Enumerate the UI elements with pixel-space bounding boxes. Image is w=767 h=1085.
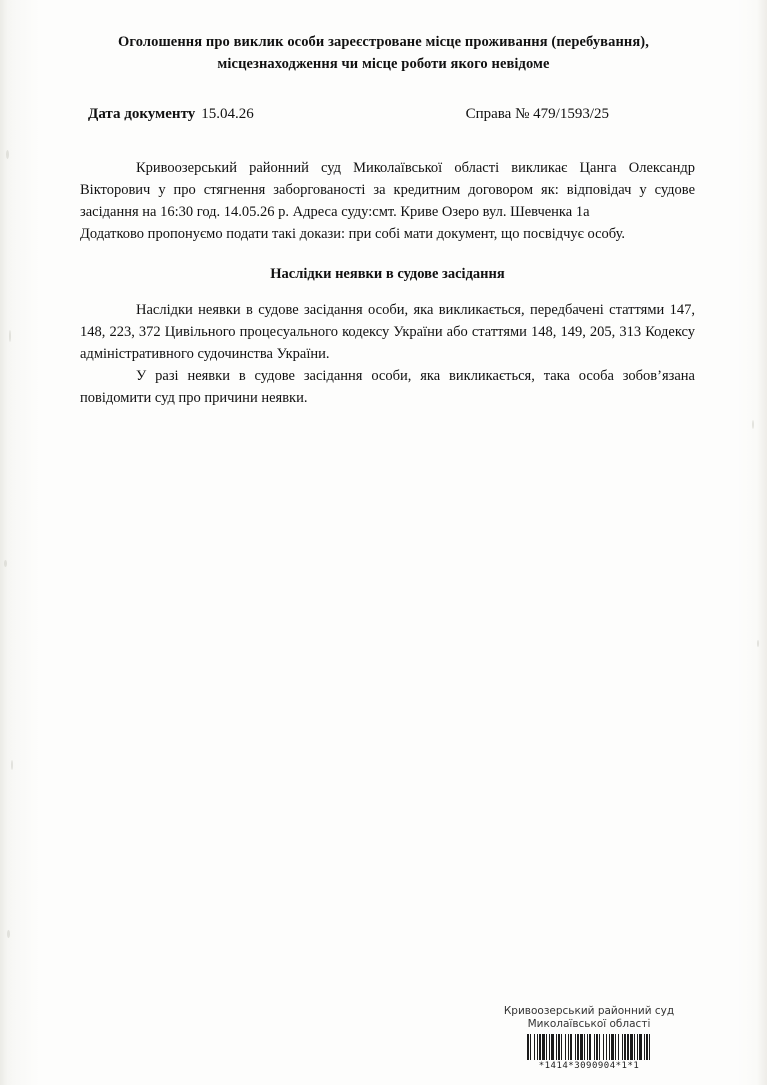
page-title	[0, 0, 767, 76]
scan-speck	[11, 760, 13, 770]
document-meta	[0, 106, 767, 123]
document-date	[88, 106, 254, 123]
section-heading-consequences: Наслідки неявки в судове засідання	[270, 265, 505, 282]
scan-speck	[7, 930, 10, 938]
barcode	[469, 1034, 709, 1060]
footer-court-line-2: Миколаївської області	[527, 1017, 651, 1030]
paragraph-consequences-2: У разі неявки в судове засідання особи, яка викликається, така особа зобов’язана повідомити суд про причини неявки.	[80, 367, 695, 406]
document-date-label: Дата документу	[88, 105, 196, 122]
scan-speck	[4, 560, 7, 567]
document-body	[0, 157, 767, 409]
footer-stamp	[469, 1005, 709, 1071]
barcode-number: *1414*3090904*1*1	[538, 1061, 640, 1071]
case-number: Справа № 479/1593/25	[465, 105, 609, 122]
page-title-line-2: місцезнаходження чи місце роботи якого невідоме	[217, 55, 550, 72]
footer-court-name	[469, 1005, 709, 1031]
scan-speck	[757, 640, 759, 647]
footer-court-line-1: Кривоозерський районний суд	[503, 1004, 675, 1017]
consequences-block	[80, 299, 695, 409]
page-title-line-1: Оголошення про виклик особи зареєстроване місце проживання (перебування),	[118, 34, 649, 50]
paragraph-summons: Кривоозерський районний суд Миколаївської області викликає Цанга Олександр Вікторович у про стягнення заборгованості за кредитним договором як: відповідач у судове засідання на 16:30 год. 14.05.26 р. Адреса суду:смт. Криве Озеро вул. Шевченка 1а	[80, 159, 695, 220]
document-content	[0, 0, 767, 409]
paragraph-evidence: Додатково пропонуємо подати такі докази: при собі мати документ, що посвідчує особу.	[80, 225, 626, 242]
scan-speck	[752, 420, 754, 429]
document-date-value: 15.04.26	[201, 105, 254, 122]
paragraph-consequences-1: Наслідки неявки в судове засідання особи, яка викликається, передбачені статтями 147, 148, 223, 372 Цивільного процесуального кодексу України або статтями 148, 149, 205, 313 Кодексу адміністративного судочинства України.	[80, 301, 695, 362]
